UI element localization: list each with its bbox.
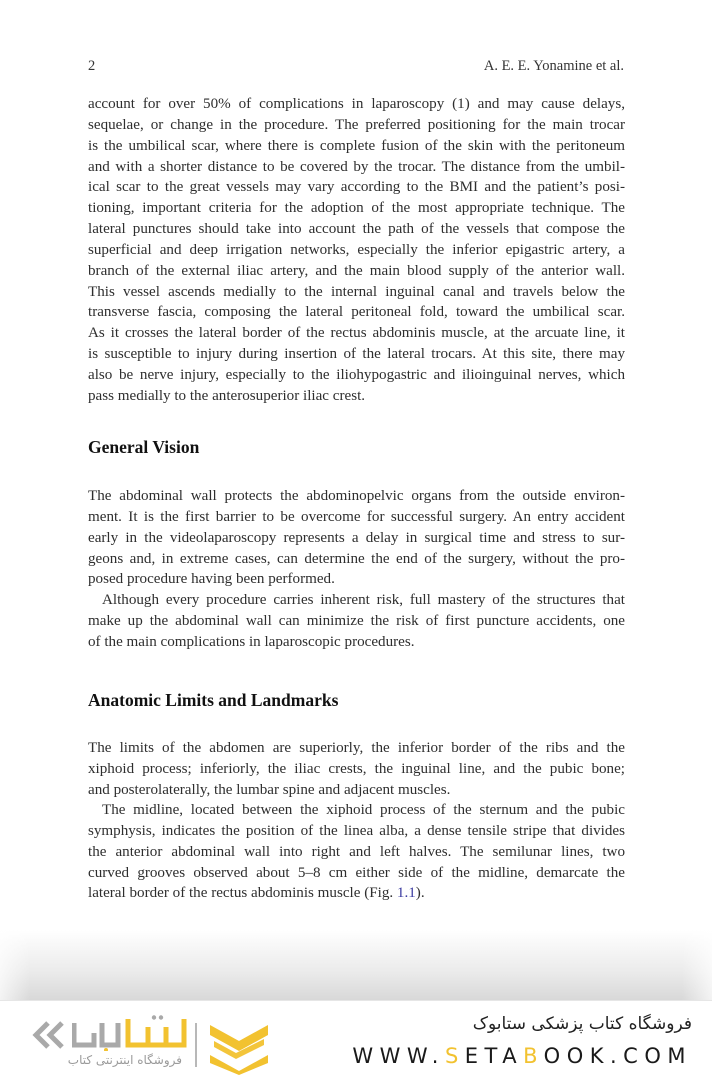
text-line: xiphoid process; inferiorly, the iliac crests, the inguinal line, and the pubic bone; (88, 760, 625, 777)
chevron-emblem-icon (208, 1019, 270, 1075)
text-line: symphysis, indicates the position of the linea alba, a dense tensile stripe that divides (88, 822, 625, 839)
body-paragraph-4 (88, 738, 625, 801)
text-line: make up the abdominal wall can minimize the risk of first puncture accidents, one (88, 612, 625, 629)
text-line: pass medially to the anterosuperior iliac crest. (88, 387, 366, 404)
text-line: of the main complications in laparoscopic procedures. (88, 633, 415, 650)
text-line: tioning, important criteria for the adoption of the most appropriate technique. The (88, 200, 625, 217)
url-accent-letter: S (444, 1044, 465, 1068)
text-line: transverse fascia, composing the lateral peritoneal fold, toward the umbilical scar. (88, 304, 625, 321)
text-line: The limits of the abdomen are superiorly, the inferior border of the ribs and the (88, 740, 625, 756)
logo-divider (195, 1023, 197, 1067)
text-line: the anterior abdominal wall into right and left halves. The semilunar lines, two (88, 843, 625, 860)
text-line: ment. It is the first barrier to be overcome for successful surgery. An entry accident (88, 508, 625, 525)
text-line: As it crosses the lateral border of the rectus abdominis muscle, at the arcuate line, it (88, 325, 625, 342)
text-line: also be nerve injury, especially to the iliohypogastric and ilioinguinal nerves, which (88, 366, 625, 383)
text-line (88, 883, 625, 904)
text-line: geons and, in extreme cases, can determine the end of the surgery, without the pro- (88, 550, 625, 567)
text-line: This vessel ascends medially to the internal inguinal canal and travels below the (88, 283, 625, 300)
text-line: early in the videolaparoscopy represents a delay in surgical time and stress to sur- (88, 529, 625, 546)
text-line: The abdominal wall protects the abdominopelvic organs from the outside environ- (88, 488, 625, 504)
text-line: superficial and deep irrigation networks, especially the inferior epigastric artery, a (88, 241, 625, 258)
url-fragment: OOK.COM (543, 1044, 692, 1068)
section-heading-anatomic-limits: Anatomic Limits and Landmarks (88, 690, 339, 710)
body-paragraph-5 (88, 800, 625, 904)
figure-reference-link[interactable]: 1.1 (396, 885, 416, 902)
setabook-logo[interactable] (30, 1013, 275, 1073)
text-line: Although every procedure carries inherent risk, full mastery of the structures that (102, 592, 625, 608)
text-line: sequelae, or change in the procedure. The preferred positioning for the main trocar (88, 116, 625, 133)
section-heading-general-vision: General Vision (88, 437, 200, 457)
shadow-edge (682, 930, 712, 1000)
text-line: is susceptible to injury during insertion of the lateral trocars. At this site, there may (88, 346, 625, 363)
text-line: lateral punctures should take into account the path of the vessels that compose the (88, 221, 625, 238)
text-line: ical scar to the great vessels may vary according to the BMI and the patient’s posi- (88, 179, 625, 196)
running-head-authors: A. E. E. Yonamine et al. (483, 58, 624, 74)
text-line: and with a shorter distance to be covered by the trocar. The distance from the umbil- (88, 158, 625, 175)
text-line: posed procedure having been performed. (88, 571, 335, 588)
store-url-link[interactable] (352, 1044, 692, 1068)
text-line: account for over 50% of complications in laparoscopy (1) and may cause delays, (88, 96, 625, 112)
body-paragraph-1 (88, 94, 625, 407)
logo-subtitle: فروشگاه اینترنتی کتاب (67, 1053, 182, 1067)
page-bottom-shadow (0, 930, 712, 1000)
url-accent-letter: B (523, 1044, 544, 1068)
url-fragment: ETA (464, 1044, 524, 1068)
text-line: branch of the external iliac artery, and the main blood supply of the anterior wall. (88, 262, 625, 279)
text-line: curved grooves observed about 5–8 cm either side of the midline, demarcate the (88, 864, 625, 881)
watermark-footer-banner (0, 1000, 712, 1080)
text-fragment: ). (415, 885, 425, 902)
shadow-edge (0, 930, 30, 1000)
body-paragraph-3 (88, 590, 625, 653)
text-line: and posterolaterally, the lumbar spine and adjacent muscles. (88, 781, 451, 798)
double-chevron-left-icon (30, 1021, 70, 1049)
body-paragraph-2 (88, 486, 625, 590)
text-fragment: lateral border of the rectus abdominis muscle (Fig. (88, 885, 397, 902)
text-line: is the umbilical scar, where there is complete fusion of the skin with the peritoneum (88, 137, 625, 154)
url-fragment: WWW. (352, 1044, 445, 1068)
page-number: 2 (88, 58, 96, 74)
store-title: فروشگاه کتاب پزشکی ستابوک (472, 1014, 692, 1034)
text-line: The midline, located between the xiphoid process of the sternum and the pubic (102, 802, 625, 818)
logo-wordmark-icon (72, 1015, 187, 1051)
